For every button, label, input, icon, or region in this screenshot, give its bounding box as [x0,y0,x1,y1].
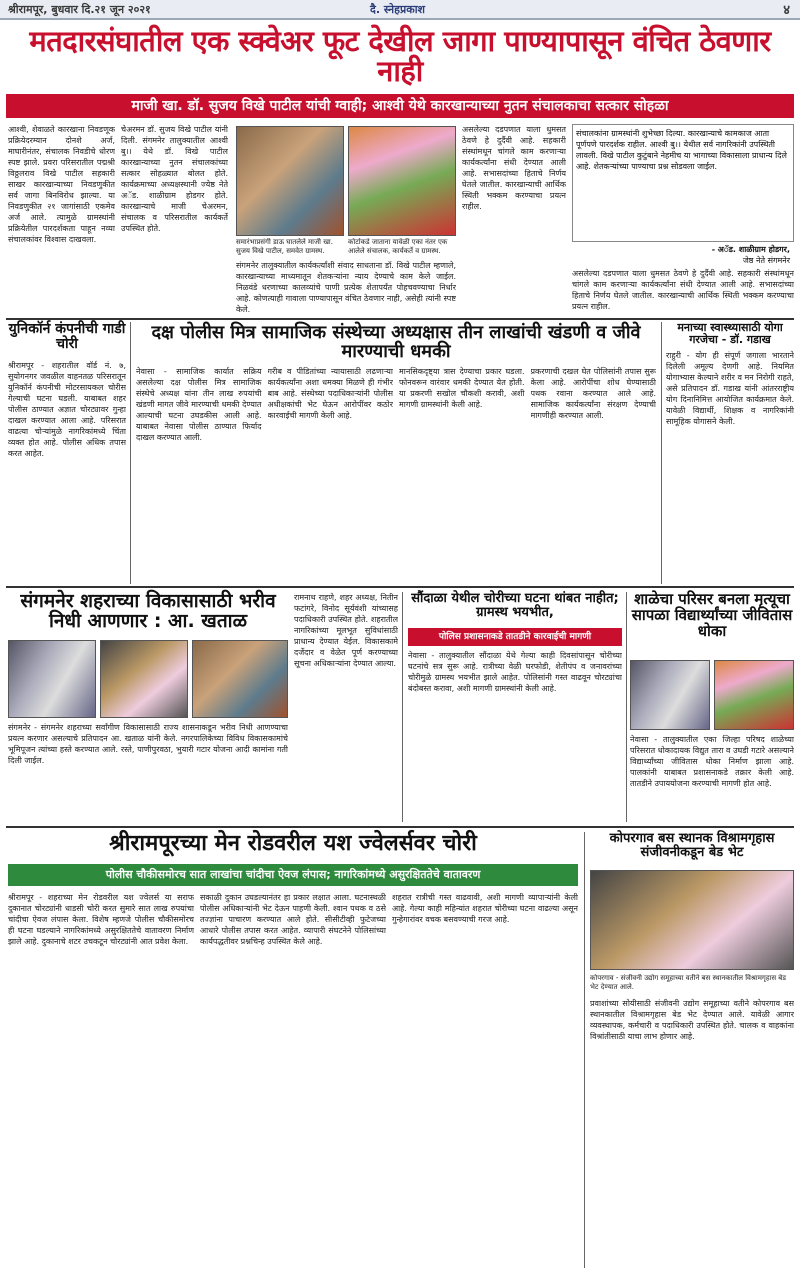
story3-col3: मानसिकदृष्ट्या त्रास देण्याचा प्रकार घडला. फोनवरून वारंवार धमकी देण्यात येत होती. या प्रकरणी सखोल चौकशी करावी, अशी मागणी ग्रामस्थांनी केली आहे. [399,367,525,409]
story7-body [630,734,794,822]
story8-col3: शहरात रात्रीची गस्त वाढवावी, अशी मागणी व्यापाऱ्यांनी केली आहे. गेल्या काही महिन्यांत शहरात चोरीच्या घटना वाढल्या असून गुन्हेगारांवर वचक बसवण्याची गरज आहे. [392,893,578,924]
story1-text-far [572,268,794,314]
page-header [0,0,800,20]
story9-headline: कोपरगाव बस स्थानक विश्रामगृहास संजीवनीकडून बेड भेट [609,831,775,860]
divider-2 [6,586,794,588]
story7-photo-1 [630,660,710,730]
story1-photo-2 [348,126,456,236]
story8-banner: पोलीस चौकीसमोरच सात लाखांचा चांदीचा ऐवज लंपास; नागरिकांमध्ये असुरक्षिततेचे वातावरण [8,864,578,886]
story5-headline: संगमनेर शहराच्या विकासासाठी भरीव निधी आणणार : आ. खताळ [20,590,276,632]
story8-col2: सकाळी दुकान उघडल्यानंतर हा प्रकार लक्षात आला. घटनास्थळी पोलीस अधिकाऱ्यांनी भेट देऊन पाहणी केली. श्वान पथक व ठसे तज्ज्ञांना पाचारण करण्यात आले होते. सीसीटीव्ही फुटेजच्या आधारे पोलीस तपास करत आहेत. व्यापारी संघटनेने पोलिसांच्या कार्यपद्धतीवर प्रश्नचिन्ह उपस्थित केले आहे. [200,893,386,946]
story6-banner: पोलिस प्रशासनाकडे तातडीने कारवाईची मागणी [408,628,622,646]
story1-quote-sign-2: जेष्ठ नेते संगमनेर [742,256,790,265]
story6-headline: सौंदाळा येथील चोरीच्या घटना थांबत नाहीत; ग्रामस्थ भयभीत, [411,591,619,620]
story6-body [408,650,622,822]
story1-side-box [572,124,794,242]
vrule-1 [130,322,131,584]
story2-text: श्रीरामपूर - शहरातील वॉर्ड नं. ७, सुयोगनगर जवळील वाहनतळ परिसरातून युनिकॉर्न कंपनीची मोटरसायकल चोरीस गेल्याची घटना घडली. याबाबत शहर पोलीस ठाण्यात अज्ञात चोरट्यावर गुन्हा दाखल करण्यात आला आहे. परिसरात वाढत्या चोऱ्यांमुळे नागरिकांमध्ये चिंता व्यक्त होत आहे. पोलीस अधिक तपास करत आहेत. [8,361,126,458]
story1-side-text: संचालकांना ग्रामस्थांनी शुभेच्छा दिल्या. कारखान्याचे कामकाज आता पूर्णपणे पारदर्शक राहील. आश्वी बु।। येथील सर्व नागरिकांनी उपस्थिती लावली. विखे पाटील कुटुंबाने नेहमीच या भागाच्या विकासाला प्राधान्य दिले आहे. शेतकऱ्यांच्या पाण्याचा प्रश्न सोडवला जाईल. [576,129,787,171]
story5-text2: रामनाथ राहणे, शहर अध्यक्ष, नितीन फटांगरे, विनोद सूर्यवंशी यांच्यासह पदाधिकारी उपस्थित होते. शहरातील नागरिकांच्या मूलभूत सुविधांसाठी प्राधान्य देण्यात येईल. विकासकामे दर्जेदार व वेळेत पूर्ण करण्याच्या सूचना अधिकाऱ्यांना देण्यात आल्या. [294,593,398,668]
story5-photo-3 [192,640,288,718]
story8-col1: श्रीरामपूर - शहराच्या मेन रोडवरील यश ज्वेलर्स या सराफ दुकानात चोरट्यांनी धाडसी चोरी करत सुमारे सात लाख रुपयांचा चांदीचा ऐवज लंपास केला. विशेष म्हणजे पोलीस चौकीसमोरच ही घटना घडल्याने नागरिकांमध्ये असुरक्षिततेचे वातावरण निर्माण झाले आहे. दुकानाचे शटर उचकटून चोरट्यांनी आत प्रवेश केला. [8,893,194,946]
story3-col1: नेवासा - सामाजिक कार्यात सक्रिय असलेल्या दक्ष पोलीस मित्र सामाजिक संस्थेचे अध्यक्ष यांना तीन लाख रुपयांची खंडणी मागत जीवे मारण्याची धमकी देण्यात आल्याची घटना उघडकीस आली आहे. याबाबत नेवासा पोलीस ठाण्यात फिर्याद दाखल करण्यात आली. [136,367,262,442]
story7-text: नेवासा - तालुक्यातील एका जिल्हा परिषद शाळेच्या परिसरात धोकादायक विद्युत तारा व उघडी गटारे असल्याने विद्यार्थ्यांच्या जीवितास धोका निर्माण झाला आहे. पालकांनी याबाबत प्रशासनाकडे तक्रार केली आहे. तातडीने उपाययोजना करण्याची मागणी होत आहे. [630,735,794,788]
vrule-5 [584,832,585,1268]
story1-caption-2: कोर्टाकडे जाताना यावेळी एका नंतर एक आलेले संचालक, कार्यकर्ते व ग्रामस्थ. [348,238,448,255]
story4-body [666,350,794,582]
story8-body [8,892,578,1268]
story9-caption: कोपरगाव - संजीवनी उद्योग समूहाच्या वतीने बस स्थानकातील विश्रामगृहास बेड भेट देण्यात आले. [590,974,787,991]
page-number: ४ [783,3,790,18]
story1-col1: आश्वी, शेवाळते कारखाना निवडणूक प्रक्रियेदरम्यान दोनशे अर्ज, माघारीनंतर, संचालक निवडीचे धोरण स्पष्ट झाले. प्रवरा परिसरातील पद्मश्री विठ्ठलराव विखे पाटील सहकारी साखर कारखान्याच्या निवडणुकीत सर्व जागा बिनविरोध झाल्या. या निवडणुकीत २१ जागांसाठी एकमेव अर्ज आले. त्यामुळे ग्रामस्थांनी प्रक्रियेतील पारदर्शकता पाहून नव्या संचालकांवर विश्वास दाखवला. [8,125,115,244]
story1-text-mid [236,260,456,314]
story1-col4-cont: असलेल्या दडपणात याला धुमसत ठेवणे हे दुर्दैवी आहे. सहकारी संस्थांमधून चांगले काम करणाऱ्या कार्यकर्त्यांना संधी देण्यात आली आहे. सभासदांच्या हिताचे निर्णय घेतले जातील. कारखान्याची आर्थिक स्थिती भक्कम करण्याचा प्रयत्न राहील. [572,269,794,311]
story9-text: प्रवाशांच्या सोयीसाठी संजीवनी उद्योग समूहाच्या वतीने कोपरगाव बस स्थानकातील विश्रामगृहास बेड भेट देण्यात आले. यावेळी आगार व्यवस्थापक, कर्मचारी व पदाधिकारी उपस्थित होते. चालक व वाहकांना विश्रांतीसाठी याचा लाभ होणार आहे. [590,999,794,1041]
story5-photo-2 [100,640,188,718]
story5-text: संगमनेर - संगमनेर शहराच्या सर्वांगीण विकासासाठी राज्य शासनाकडून भरीव निधी आणण्याचा प्रयत्न करणार असल्याचे प्रतिपादन आ. खताळ यांनी केले. नगरपालिकेच्या विविध विकासकामांचे भूमिपूजन त्यांच्या हस्ते करण्यात आले. रस्ते, पाणीपुरवठा, भुयारी गटार योजना आदी कामांना गती दिली जाईल. [8,723,288,765]
story8-headline: श्रीरामपूरच्या मेन रोडवरील यश ज्वेलर्सवर चोरी [109,831,477,856]
story6-text: नेवासा - तालुक्यातील सौंदाळा येथे गेल्या काही दिवसांपासून चोरीच्या घटनांचे सत्र सुरू आहे. रात्रीच्या वेळी घरफोडी, शेतीपंप व जनावरांच्या चोरीमुळे ग्रामस्थ भयभीत झाले आहेत. पोलिसांनी गस्त वाढवून चोरट्यांचा बंदोबस्त करावा, अशी मागणी ग्रामस्थांनी केली आहे. [408,651,622,693]
story1-col4: असलेल्या दडपणात याला धुमसत ठेवणे हे दुर्दैवी आहे. सहकारी संस्थांमधून चांगले काम करणाऱ्या कार्यकर्त्यांना संधी देण्यात आली आहे. सभासदांच्या हिताचे निर्णय घेतले जातील. कारखान्याची आर्थिक स्थिती भक्कम करण्याचा प्रयत्न राहील. [462,125,566,211]
story3-col2: गरीब व पीडितांच्या न्यायासाठी लढणाऱ्या कार्यकर्त्यांना अशा धमक्या मिळणे ही गंभीर बाब आहे. संस्थेच्या पदाधिकाऱ्यांनी पोलीस अधीक्षकांची भेट घेऊन आरोपींवर कठोर कारवाईची मागणी केली आहे. [267,367,393,420]
divider-1 [6,318,794,320]
story4-headline: मनाच्या स्वास्थ्यासाठी योगा गरजेचा - डॉ. गडाख [677,321,783,347]
story1-text-left [8,124,228,314]
story3-headline: दक्ष पोलीस मित्र सामाजिक संस्थेच्या अध्यक्षास तीन लाखांची खंडणी व जीवे मारण्याची धमकी [151,322,641,362]
divider-3 [6,826,794,828]
story1-caption-1: समारंभाप्रसंगी डाऊ घातलेले माजी खा. सुजय विखे पाटील, समवेत ग्रामस्थ. [236,238,333,255]
story1-quote-sign: - अॅड. शाळीग्राम होडगर, [711,245,790,254]
story3-col4: प्रकरणाची दखल घेत पोलिसांनी तपास सुरू केला आहे. आरोपींचा शोध घेण्यासाठी पथक रवाना करण्यात आले आहे. सामाजिक कार्यकर्त्यांना संरक्षण देण्याची मागणीही करण्यात आली. [530,367,656,420]
story2-body [8,360,126,582]
story1-subhead: माजी खा. डॉ. सुजय विखे पाटील यांची ग्वाही; आश्वी येथे कारखान्याच्या नुतन संचालकाचा सत्कार सोहळा [6,94,794,118]
story1-col2: चेअरमन डॉ. सुजय विखे पाटील यांनी दिली. संगमनेर तालुक्यातील आश्वी बु।। येथे डॉ. विखे पाटील कारखान्याच्या नुतन संचालकांच्या सत्कार सोहळ्यात बोलत होते. कार्यक्रमाच्या अध्यक्षस्थानी ज्येष्ठ नेते अॅड. शाळीग्राम होडगर होते. कारखान्याचे माजी चेअरमन, संचालक व परिसरातील कार्यकर्ते उपस्थित होते. [121,125,228,233]
story1-text-right [462,124,566,314]
vrule-3 [402,592,403,822]
story1-headline: मतदारसंघातील एक स्क्वेअर फूट देखील जागा पाण्यापासून वंचित ठेवणार नाही [29,24,771,89]
story5-photo-1 [8,640,96,718]
newspaper-name: दै. स्नेहप्रकाश [370,2,426,16]
vrule-4 [626,592,627,822]
story2-headline: युनिकॉर्न कंपनीची गाडी चोरी [8,321,126,353]
story7-photo-2 [714,660,794,730]
vrule-2 [661,322,662,584]
story1-col3: संगमनेर तालुक्यातील कार्यकर्त्यांशी संवाद साधताना डॉ. विखे पाटील म्हणाले, कारखान्याच्या माध्यमातून शेतकऱ्यांना न्याय देण्याचे काम केले जाईल. निळवंडे धरणाच्या कालव्यांचे पाणी प्रत्येक शेतापर्यंत पोहचवण्याचा निर्धार आहे. कोणत्याही गावाला पाण्यापासून वंचित ठेवणार नाही, असेही त्यांनी स्पष्ट केले. [236,261,456,314]
story1-photo-1 [236,126,344,236]
story9-photo [590,870,794,970]
issue-date: श्रीरामपूर, बुधवार दि.२१ जून २०२१ [8,2,151,16]
story5-body-2 [294,592,398,822]
story3-body [136,366,656,582]
story9-body [590,998,794,1268]
story4-text: राहुरी - योग ही संपूर्ण जगाला भारताने दिलेली अमूल्य देणगी आहे. नियमित योगाभ्यास केल्याने शरीर व मन निरोगी राहते, असे प्रतिपादन डॉ. गडाख यांनी आंतरराष्ट्रीय योग दिनानिमित्त आयोजित कार्यक्रमात केले. यावेळी विद्यार्थी, शिक्षक व नागरिकांनी सामूहिक योगासने केली. [666,351,794,426]
story7-headline: शाळेचा परिसर बनला मृत्यूचा सापळा विद्यार्थ्यांच्या जीवितास धोका [631,590,793,640]
story5-body [8,722,288,822]
